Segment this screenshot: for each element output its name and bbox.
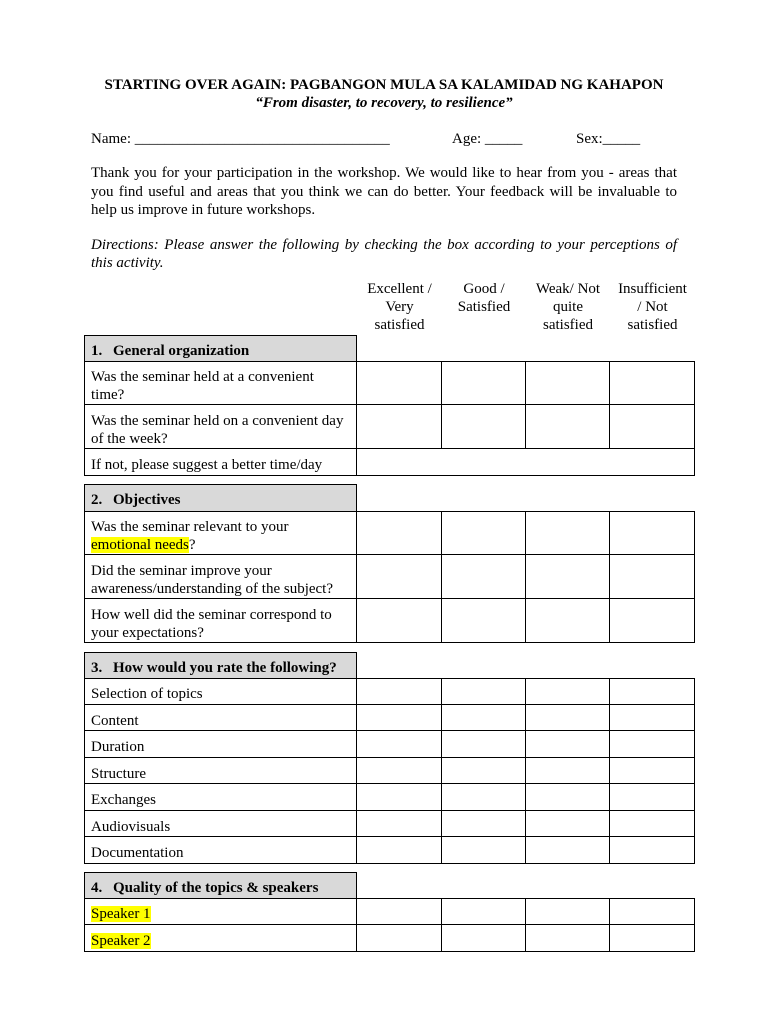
question-text: Exchanges [84,784,357,811]
question-row [84,837,695,864]
section-title: Objectives [113,492,181,508]
question-text: Duration [84,731,357,758]
directions-paragraph: Directions: Please answer the following by checking the box according to your perceptions of this activity. [91,237,677,271]
rating-cell-insufficient[interactable] [610,405,695,449]
question-text [84,925,357,952]
rating-cell-insufficient[interactable] [610,731,695,758]
document-subtitle: “From disaster, to recovery, to resilience” [255,95,513,111]
highlighted-text: Speaker 2 [91,933,151,949]
section-number: 4. [91,880,103,896]
highlighted-text: emotional needs [91,536,189,553]
rating-cell-insufficient[interactable] [610,705,695,731]
intro-paragraph: Thank you for your participation in the workshop. We would like to hear from you - areas that you find useful and areas that you think we can do better. Your feedback will be invaluable to help us improve in future workshops. [91,165,677,218]
section-title: General organization [113,343,250,359]
question-row [84,811,695,837]
rating-cell-insufficient[interactable] [610,361,695,405]
rating-cell-weak[interactable] [526,511,610,555]
section-header-cell [84,872,357,898]
rating-cell-excellent[interactable] [357,705,442,731]
question-row [84,449,695,476]
section-objectives [84,484,695,643]
section-general-organization [84,335,695,476]
question-text: Documentation [84,837,357,864]
rating-header-insufficient: Insufficient / Not satisfied [618,281,687,333]
rating-cell-good[interactable] [442,555,526,599]
section-number: 2. [91,492,103,508]
rating-cell-weak[interactable] [526,599,610,643]
section-title: Quality of the topics & speakers [113,880,319,896]
question-text [84,898,357,925]
rating-cell-excellent[interactable] [357,898,442,925]
rating-cell-good[interactable] [442,361,526,405]
question-text: If not, please suggest a better time/day [84,449,357,476]
rating-cell-excellent[interactable] [357,361,442,405]
rating-cell-insufficient[interactable] [610,555,695,599]
rating-cell-excellent[interactable] [357,599,442,643]
rating-cell-good[interactable] [442,511,526,555]
question-row [84,784,695,811]
rating-cell-good[interactable] [442,705,526,731]
section-header-cell [84,335,357,361]
rating-cell-excellent[interactable] [357,678,442,705]
question-row [84,511,695,555]
question-text: Was the seminar held at a convenient time? [84,361,357,405]
rating-cell-good[interactable] [442,811,526,837]
rating-cell-weak[interactable] [526,898,610,925]
sex-field: Sex:_____ [576,131,641,147]
question-text-part: Was the seminar relevant to your [91,519,289,535]
rating-cell-excellent[interactable] [357,758,442,784]
question-row [84,731,695,758]
question-row [84,361,695,405]
question-row [84,705,695,731]
rating-cell-weak[interactable] [526,678,610,705]
section-header-cell [84,484,357,511]
question-text: Was the seminar held on a convenient day of the week? [84,405,357,449]
section-header [84,872,695,898]
section-header-cell [84,652,357,678]
rating-cell-insufficient[interactable] [610,511,695,555]
section-number: 3. [91,660,103,676]
rating-cell-excellent[interactable] [357,784,442,811]
section-header [84,652,695,678]
question-row [84,898,695,925]
suggestion-answer-cell[interactable] [357,449,695,476]
rating-cell-insufficient[interactable] [610,925,695,952]
rating-cell-excellent[interactable] [357,511,442,555]
rating-cell-weak[interactable] [526,925,610,952]
section-header [84,335,695,361]
highlighted-text: Speaker 1 [91,906,151,922]
document-title: STARTING OVER AGAIN: PAGBANGON MULA SA KALAMIDAD NG KAHAPON [104,77,664,93]
rating-cell-good[interactable] [442,599,526,643]
rating-cell-weak[interactable] [526,758,610,784]
rating-cell-good[interactable] [442,925,526,952]
question-row [84,678,695,705]
rating-cell-insufficient[interactable] [610,837,695,864]
rating-cell-excellent[interactable] [357,837,442,864]
rating-cell-weak[interactable] [526,361,610,405]
question-text-part: ? [188,536,196,553]
rating-cell-weak[interactable] [526,811,610,837]
rating-cell-good[interactable] [442,837,526,864]
rating-cell-excellent[interactable] [357,811,442,837]
rating-cell-excellent[interactable] [357,731,442,758]
question-text [84,511,357,555]
age-field: Age: _____ [452,131,523,147]
question-text: Structure [84,758,357,784]
question-text: Did the seminar improve your awareness/understanding of the subject? [84,555,357,599]
rating-cell-excellent[interactable] [357,405,442,449]
rating-cell-good[interactable] [442,731,526,758]
rating-cell-good[interactable] [442,784,526,811]
rating-cell-weak[interactable] [526,784,610,811]
rating-cell-excellent[interactable] [357,555,442,599]
rating-cell-excellent[interactable] [357,925,442,952]
rating-cell-good[interactable] [442,405,526,449]
rating-header-good: Good / Satisfied [457,281,511,315]
question-row [84,758,695,784]
rating-cell-good[interactable] [442,678,526,705]
section-title: How would you rate the following? [113,660,337,676]
section-ratings [84,652,695,864]
rating-cell-insufficient[interactable] [610,784,695,811]
rating-cell-insufficient[interactable] [610,678,695,705]
rating-cell-weak[interactable] [526,555,610,599]
rating-header-excellent: Excellent / Very satisfied [367,281,432,333]
question-row [84,405,695,449]
rating-cell-insufficient[interactable] [610,758,695,784]
question-text: Content [84,705,357,731]
question-text: How well did the seminar correspond to your expectations? [84,599,357,643]
section-number: 1. [91,343,103,359]
rating-cell-weak[interactable] [526,837,610,864]
question-row [84,555,695,599]
rating-cell-insufficient[interactable] [610,811,695,837]
rating-header-weak: Weak/ Not quite satisfied [535,281,601,333]
section-header [84,484,695,511]
question-row [84,925,695,952]
section-speakers [84,872,695,952]
rating-cell-good[interactable] [442,898,526,925]
question-text: Selection of topics [84,678,357,705]
rating-cell-weak[interactable] [526,731,610,758]
rating-cell-insufficient[interactable] [610,898,695,925]
rating-cell-good[interactable] [442,758,526,784]
rating-cell-insufficient[interactable] [610,599,695,643]
rating-cell-weak[interactable] [526,705,610,731]
name-field: Name: __________________________________ [91,131,390,147]
question-text: Audiovisuals [84,811,357,837]
question-row [84,599,695,643]
rating-cell-weak[interactable] [526,405,610,449]
